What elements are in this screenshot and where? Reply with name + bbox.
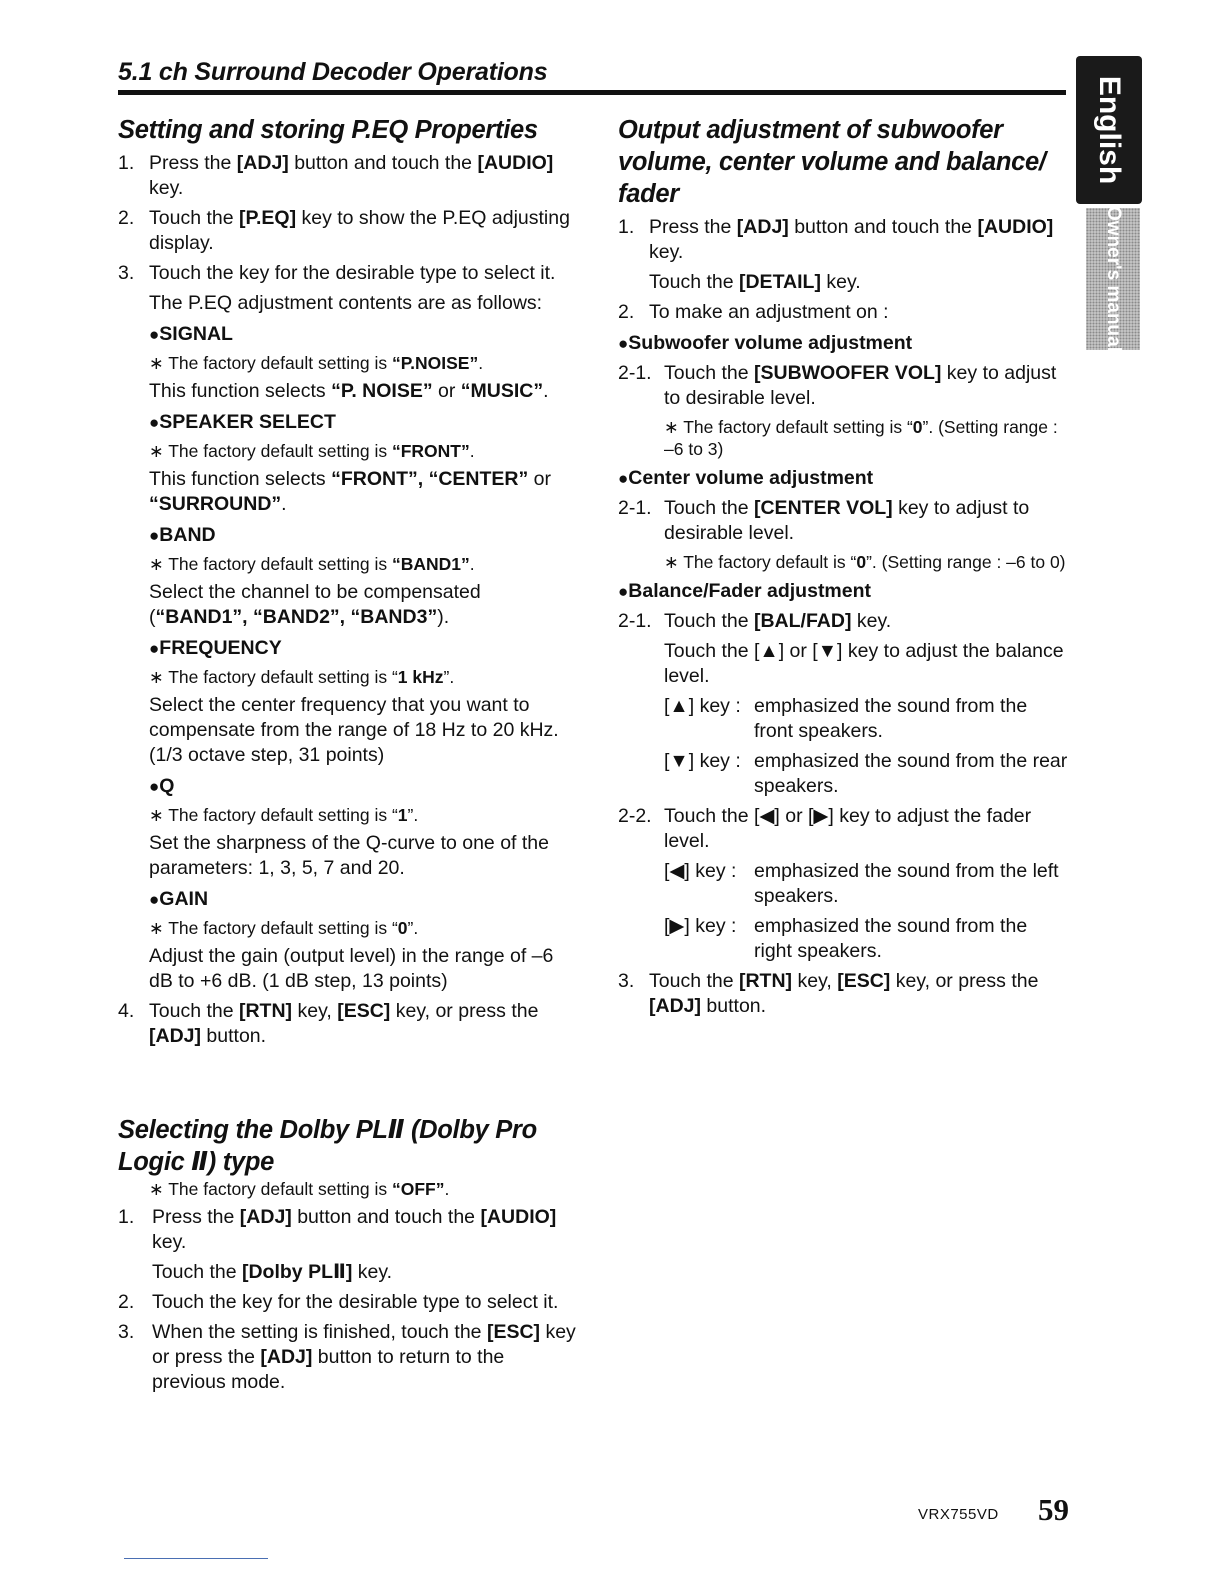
right-arrow-icon: ▶ (669, 915, 685, 937)
bullet-icon: ● (149, 325, 160, 344)
up-arrow-icon: ▲ (759, 640, 779, 662)
peq-step-3 (118, 261, 578, 286)
balfad-sub: Touch the [▲] or [▼] key to adjust the balance level. (664, 640, 1064, 687)
center-step (618, 496, 1068, 546)
step-number: 3. (118, 1321, 135, 1343)
output-step-3 (618, 969, 1068, 1019)
peq-title: Setting and storing P.EQ Properties (118, 116, 538, 144)
q-desc: Set the sharpness of the Q-curve to one of the parameters: 1, 3, 5, 7 and 20. (149, 832, 549, 879)
q-heading: ●Q (149, 775, 175, 797)
band-note: ∗ The factory default setting is “BAND1”. (149, 554, 475, 574)
signal-heading: ●SIGNAL (149, 323, 233, 345)
step-number: 2-1. (618, 362, 652, 384)
step-text: Touch the [RTN] key, [ESC] key, or press the [ADJ] button. (649, 970, 1039, 1017)
output-step-1-sub: Touch the [DETAIL] key. (649, 271, 861, 293)
bullet-icon: ● (618, 582, 629, 601)
owners-manual-tab (1086, 205, 1140, 353)
step-text: Touch the [BAL/FAD] key. (664, 610, 892, 632)
fader-left-desc: [◀] key : emphasized the sound from the left speakers. (664, 860, 1059, 907)
peq-step-4 (118, 999, 578, 1049)
step-number: 1. (118, 152, 135, 174)
step-number: 2-2. (618, 805, 652, 827)
dolby-step-3 (118, 1320, 578, 1395)
step-text: Touch the key for the desirable type to select it. (149, 262, 556, 284)
gain-note: ∗ The factory default setting is “0”. (149, 918, 419, 938)
gain-heading: ●GAIN (149, 888, 209, 910)
subwoofer-heading: ●Subwoofer volume adjustment (618, 332, 913, 354)
balfad-step (618, 609, 1068, 634)
gain-desc: Adjust the gain (output level) in the range of –6 dB to +6 dB. (1 dB step, 13 points) (149, 945, 554, 992)
owners-manual-label: Owner's manual (1103, 205, 1125, 353)
frequency-heading: ●FREQUENCY (149, 637, 282, 659)
peq-step-2 (118, 206, 578, 256)
output-step-2 (618, 300, 1068, 325)
band-desc: Select the channel to be compensated (“BAND1”, “BAND2”, “BAND3”). (149, 581, 481, 628)
speaker-note: ∗ The factory default setting is “FRONT”. (149, 441, 475, 461)
dolby-step-1 (118, 1205, 578, 1255)
step-text: Touch the [SUBWOOFER VOL] key to adjust to desirable level. (664, 362, 1057, 409)
fader-right-desc: [▶] key : emphasized the sound from the right speakers. (664, 915, 1028, 962)
step-number: 3. (618, 970, 635, 992)
output-title: Output adjustment of subwoofer volume, center volume and balance/ fader (618, 116, 1046, 208)
center-note: ∗ The factory default is “0”. (Setting range : –6 to 0) (664, 552, 1066, 572)
step-number: 2-1. (618, 610, 652, 632)
step-text: To make an adjustment on : (649, 301, 889, 323)
page-number: 59 (1038, 1492, 1069, 1527)
footer-divider (124, 1558, 268, 1559)
balfad-heading: ●Balance/Fader adjustment (618, 580, 872, 602)
frequency-desc: Select the center frequency that you want to compensate from the range of 18 Hz to 20 kHz. (1/3 octave step, 31 points) (149, 694, 559, 766)
down-arrow-icon: ▼ (669, 750, 689, 772)
step-text: Touch the [RTN] key, [ESC] key, or press the [ADJ] button. (149, 1000, 539, 1047)
header-rule (118, 90, 1066, 95)
step-number: 2. (618, 301, 635, 323)
left-arrow-icon: ◀ (669, 860, 685, 882)
subwoofer-step (618, 361, 1068, 411)
peq-step-1 (118, 151, 578, 201)
down-arrow-icon: ▼ (817, 640, 838, 662)
dolby-section (118, 1114, 578, 1395)
step-number: 2. (118, 1291, 135, 1313)
step-text: Touch the key for the desirable type to select it. (152, 1291, 559, 1313)
step-text: Touch the [CENTER VOL] key to adjust to desirable level. (664, 497, 1030, 544)
dolby-title: Selecting the Dolby PLⅡ (Dolby Pro Logic Ⅱ) type (118, 1116, 537, 1176)
section-header-title: 5.1 ch Surround Decoder Operations (118, 58, 548, 86)
step-text: Press the [ADJ] button and touch the [AUDIO] key. (152, 1206, 557, 1253)
fader-step (618, 804, 1068, 854)
language-tab (1076, 56, 1142, 204)
step-number: 1. (618, 216, 635, 238)
step-text: Press the [ADJ] button and touch the [AUDIO] key. (649, 216, 1054, 263)
bullet-icon: ● (618, 469, 629, 488)
step-number: 2-1. (618, 497, 652, 519)
speaker-heading: ●SPEAKER SELECT (149, 411, 336, 433)
bullet-icon: ● (149, 890, 160, 909)
step-text: Touch the [P.EQ] key to show the P.EQ adjusting display. (149, 207, 570, 254)
dolby-step-1-sub: Touch the [Dolby PLⅡ] key. (152, 1261, 393, 1283)
center-heading: ●Center volume adjustment (618, 467, 874, 489)
balfad-down-desc: [▼] key : emphasized the sound from the rear speakers. (664, 750, 1068, 797)
frequency-note: ∗ The factory default setting is “1 kHz”. (149, 667, 455, 687)
balfad-up-desc: [▲] key : emphasized the sound from the front speakers. (664, 695, 1028, 742)
bullet-icon: ● (149, 526, 160, 545)
peq-section (118, 114, 578, 1049)
step-number: 4. (118, 1000, 135, 1022)
signal-desc: This function selects “P. NOISE” or “MUSIC”. (149, 380, 549, 402)
speaker-desc: This function selects “FRONT”, “CENTER” or “SURROUND”. (149, 468, 552, 515)
bullet-icon: ● (618, 334, 629, 353)
bullet-icon: ● (149, 639, 160, 658)
step-number: 1. (118, 1206, 135, 1228)
step-number: 3. (118, 262, 135, 284)
step-text: When the setting is finished, touch the [ESC] key or press the [ADJ] button to return to the previous mode. (152, 1321, 576, 1393)
step-number: 2. (118, 207, 135, 229)
signal-note: ∗ The factory default setting is “P.NOISE”. (149, 353, 484, 373)
step-text: Touch the [◀] or [▶] key to adjust the fader level. (664, 805, 1032, 852)
output-step-1 (618, 215, 1068, 265)
dolby-step-2 (118, 1290, 578, 1315)
step-text: Press the [ADJ] button and touch the [AUDIO] key. (149, 152, 554, 199)
model-number: VRX755VD (918, 1506, 999, 1523)
subwoofer-note: ∗ The factory default setting is “0”. (Setting range : –6 to 3) (664, 417, 1058, 459)
q-note: ∗ The factory default setting is “1”. (149, 805, 419, 825)
up-arrow-icon: ▲ (669, 695, 689, 717)
bullet-icon: ● (149, 777, 160, 796)
bullet-icon: ● (149, 413, 160, 432)
peq-contents-intro: The P.EQ adjustment contents are as follows: (149, 292, 543, 314)
right-arrow-icon: ▶ (813, 805, 829, 827)
output-section (618, 114, 1068, 1019)
band-heading: ●BAND (149, 524, 216, 546)
left-arrow-icon: ◀ (759, 805, 775, 827)
language-tab-label: English (1093, 75, 1126, 185)
dolby-note: ∗ The factory default setting is “OFF”. (149, 1179, 450, 1199)
